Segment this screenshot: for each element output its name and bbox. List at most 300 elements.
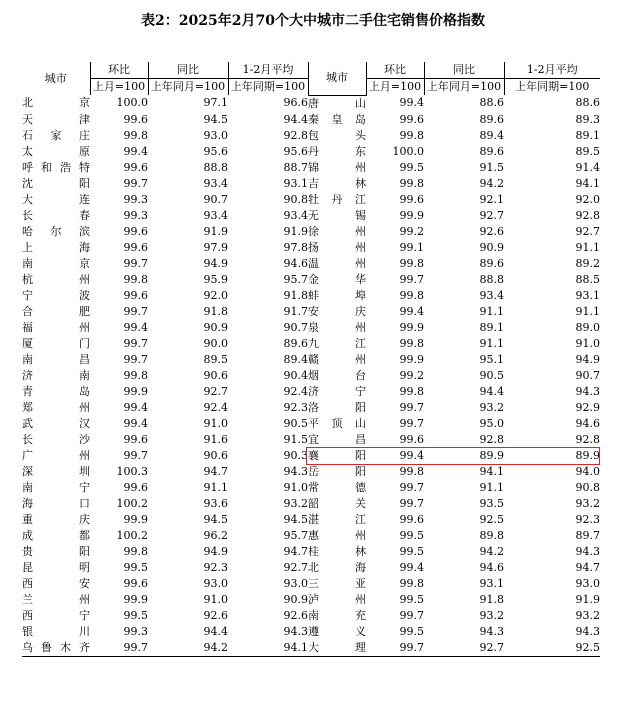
mom-value: 100.3 — [116, 464, 148, 478]
avg-value: 92.7 — [283, 560, 308, 574]
yoy-value: 93.4 — [203, 208, 228, 222]
avg-value: 93.2 — [575, 608, 600, 622]
mom-column-header-right: 环比 — [366, 62, 424, 79]
table-row — [22, 528, 600, 544]
avg-value: 94.7 — [283, 544, 308, 558]
yoy-value: 97.9 — [203, 240, 228, 254]
yoy-value: 93.5 — [479, 496, 504, 510]
yoy-value: 91.1 — [479, 304, 504, 318]
city-name: 温州 — [308, 256, 366, 270]
avg-value: 91.0 — [575, 336, 600, 350]
table-row — [22, 576, 600, 592]
avg-value: 95.7 — [283, 272, 308, 286]
table-row — [22, 224, 600, 240]
mom-value: 99.8 — [123, 544, 148, 558]
city-name: 牡丹江 — [308, 192, 366, 206]
city-name: 长沙 — [22, 432, 90, 446]
avg-value: 88.6 — [575, 96, 600, 110]
table-row — [22, 288, 600, 304]
city-name: 南充 — [308, 608, 366, 622]
avg-value: 92.3 — [283, 400, 308, 414]
city-name: 深圳 — [22, 464, 90, 478]
avg-column-header: 1-2月平均 — [228, 62, 308, 79]
avg-value: 92.8 — [283, 128, 308, 142]
table-row — [22, 544, 600, 560]
table-row — [22, 95, 600, 112]
table-row — [22, 400, 600, 416]
yoy-value: 93.4 — [203, 176, 228, 190]
mom-value: 99.8 — [399, 128, 424, 142]
city-name: 蚌埠 — [308, 288, 366, 302]
mom-value: 99.2 — [399, 224, 424, 238]
avg-value: 91.8 — [283, 288, 308, 302]
mom-value: 99.3 — [123, 208, 148, 222]
avg-value: 94.3 — [575, 624, 600, 638]
yoy-value: 91.1 — [203, 480, 228, 494]
avg-value: 92.8 — [575, 432, 600, 446]
yoy-value: 93.6 — [203, 496, 228, 510]
city-name: 桂林 — [308, 544, 366, 558]
mom-value: 99.6 — [123, 432, 148, 446]
mom-value: 99.9 — [123, 384, 148, 398]
mom-value: 99.9 — [399, 208, 424, 222]
mom-value: 99.7 — [123, 256, 148, 270]
city-name: 贵阳 — [22, 544, 90, 558]
city-column-header: 城市 — [44, 71, 67, 85]
mom-value: 99.5 — [123, 608, 148, 622]
city-name: 安庆 — [308, 304, 366, 318]
city-name: 锦州 — [308, 160, 366, 174]
city-name: 呼和浩特 — [22, 160, 90, 174]
mom-value: 99.9 — [123, 592, 148, 606]
yoy-value: 91.9 — [203, 224, 228, 238]
mom-value: 100.2 — [116, 528, 148, 542]
city-name: 南京 — [22, 256, 90, 270]
avg-value: 89.0 — [575, 320, 600, 334]
city-name: 杭州 — [22, 272, 90, 286]
avg-value: 94.3 — [283, 624, 308, 638]
mom-value: 99.5 — [123, 560, 148, 574]
mom-value: 99.6 — [399, 512, 424, 526]
mom-value: 99.6 — [123, 288, 148, 302]
city-name: 广州 — [22, 448, 90, 462]
yoy-value: 92.7 — [203, 384, 228, 398]
yoy-value: 89.8 — [479, 528, 504, 542]
yoy-value: 89.1 — [479, 320, 504, 334]
yoy-value: 95.0 — [479, 416, 504, 430]
avg-value: 91.7 — [283, 304, 308, 318]
city-name: 九江 — [308, 336, 366, 350]
table-row — [22, 352, 600, 368]
mom-value: 99.7 — [123, 352, 148, 366]
mom-value: 99.8 — [123, 128, 148, 142]
yoy-value: 91.8 — [479, 592, 504, 606]
avg-value: 91.5 — [283, 432, 308, 446]
yoy-value: 92.0 — [203, 288, 228, 302]
mom-value: 99.6 — [123, 112, 148, 126]
avg-value: 94.3 — [575, 544, 600, 558]
yoy-value: 92.6 — [203, 608, 228, 622]
yoy-value: 94.6 — [479, 560, 504, 574]
city-name: 秦皇岛 — [308, 112, 366, 126]
mom-value: 99.8 — [399, 464, 424, 478]
mom-value: 99.7 — [366, 640, 424, 657]
mom-value: 99.2 — [399, 368, 424, 382]
avg-value: 94.6 — [575, 416, 600, 430]
table-row — [22, 112, 600, 128]
city-name: 南昌 — [22, 352, 90, 366]
yoy-value: 90.0 — [203, 336, 228, 350]
avg-base-header: 上年同期=100 — [228, 79, 308, 96]
yoy-value: 94.4 — [479, 384, 504, 398]
avg-value: 89.4 — [283, 352, 308, 366]
city-name: 泉州 — [308, 320, 366, 334]
mom-value: 99.7 — [399, 272, 424, 286]
yoy-value: 94.2 — [148, 640, 228, 657]
mom-value: 99.8 — [123, 368, 148, 382]
yoy-value: 93.2 — [479, 400, 504, 414]
table-row — [22, 464, 600, 480]
table-row — [22, 640, 600, 657]
yoy-column-header: 同比 — [148, 62, 228, 79]
yoy-value: 89.9 — [479, 448, 504, 462]
avg-value: 91.9 — [575, 592, 600, 606]
avg-value: 93.0 — [575, 576, 600, 590]
avg-base-header-right: 上年同期=100 — [504, 79, 600, 96]
table-row — [22, 384, 600, 400]
yoy-base-header-right: 上年同月=100 — [424, 79, 504, 96]
avg-value: 93.1 — [283, 176, 308, 190]
avg-value: 91.1 — [575, 240, 600, 254]
mom-base-header: 上月=100 — [90, 79, 148, 96]
table-row — [22, 368, 600, 384]
yoy-value: 90.9 — [479, 240, 504, 254]
avg-value: 89.6 — [283, 336, 308, 350]
mom-value: 99.4 — [399, 560, 424, 574]
avg-value: 90.5 — [283, 416, 308, 430]
mom-value: 99.5 — [399, 528, 424, 542]
city-name: 岳阳 — [308, 464, 366, 478]
avg-value: 89.5 — [575, 144, 600, 158]
avg-value: 96.6 — [283, 96, 308, 110]
mom-value: 99.6 — [123, 224, 148, 238]
yoy-value: 93.4 — [479, 288, 504, 302]
city-name: 合肥 — [22, 304, 90, 318]
yoy-value: 92.8 — [479, 432, 504, 446]
mom-value: 99.8 — [123, 272, 148, 286]
city-name: 洛阳 — [308, 400, 366, 414]
city-name: 泸州 — [308, 592, 366, 606]
mom-value: 99.4 — [399, 304, 424, 318]
yoy-value: 94.1 — [479, 464, 504, 478]
table-row — [22, 192, 600, 208]
table-row — [22, 176, 600, 192]
yoy-value: 94.2 — [479, 176, 504, 190]
yoy-value: 91.6 — [203, 432, 228, 446]
table-row — [22, 480, 600, 496]
avg-value: 94.7 — [575, 560, 600, 574]
mom-value: 99.8 — [399, 256, 424, 270]
yoy-value: 91.0 — [203, 592, 228, 606]
table-row — [22, 416, 600, 432]
yoy-value: 93.0 — [203, 576, 228, 590]
city-name: 武汉 — [22, 416, 90, 430]
city-name: 青岛 — [22, 384, 90, 398]
city-name: 太原 — [22, 144, 90, 158]
city-name: 宁波 — [22, 288, 90, 302]
city-name: 唐山 — [308, 96, 366, 110]
avg-value: 93.2 — [575, 496, 600, 510]
avg-value: 92.4 — [283, 384, 308, 398]
table-title: 表2：2025年2月70个大中城市二手住宅销售价格指数 — [141, 13, 485, 29]
mom-value: 99.4 — [123, 416, 148, 430]
table-row — [22, 560, 600, 576]
mom-value: 99.5 — [399, 624, 424, 638]
mom-value: 99.6 — [399, 112, 424, 126]
mom-value: 99.7 — [90, 640, 148, 657]
table-row — [22, 160, 600, 176]
city-name: 石家庄 — [22, 128, 90, 142]
mom-value: 99.5 — [399, 592, 424, 606]
yoy-value: 90.7 — [203, 192, 228, 206]
mom-value: 99.9 — [399, 352, 424, 366]
yoy-value: 93.2 — [479, 608, 504, 622]
mom-value: 99.7 — [399, 496, 424, 510]
yoy-value: 89.6 — [479, 144, 504, 158]
yoy-base-header: 上年同月=100 — [148, 79, 228, 96]
city-name: 昆明 — [22, 560, 90, 574]
table-row — [22, 448, 600, 464]
yoy-value: 94.5 — [203, 112, 228, 126]
mom-column-header: 环比 — [90, 62, 148, 79]
table-row — [22, 496, 600, 512]
city-name: 包头 — [308, 128, 366, 142]
mom-value: 99.7 — [399, 480, 424, 494]
city-name: 赣州 — [308, 352, 366, 366]
mom-value: 99.7 — [123, 176, 148, 190]
avg-value: 91.9 — [283, 224, 308, 238]
yoy-value: 91.1 — [479, 336, 504, 350]
yoy-value: 94.4 — [203, 624, 228, 638]
mom-value: 99.5 — [399, 160, 424, 174]
avg-value: 89.7 — [575, 528, 600, 542]
yoy-value: 91.5 — [479, 160, 504, 174]
mom-value: 99.6 — [123, 240, 148, 254]
avg-value: 93.0 — [283, 576, 308, 590]
city-name: 三亚 — [308, 576, 366, 590]
mom-value: 99.8 — [399, 176, 424, 190]
avg-value: 90.3 — [283, 448, 308, 462]
city-name: 吉林 — [308, 176, 366, 190]
yoy-value: 94.9 — [203, 256, 228, 270]
mom-value: 99.6 — [399, 192, 424, 206]
city-column-header-right: 城市 — [308, 62, 366, 95]
avg-value: 94.0 — [575, 464, 600, 478]
mom-value: 99.4 — [123, 144, 148, 158]
mom-value: 99.7 — [123, 448, 148, 462]
avg-value: 92.5 — [504, 640, 600, 657]
mom-value: 99.8 — [399, 336, 424, 350]
mom-value: 99.6 — [123, 576, 148, 590]
city-name: 乌鲁木齐 — [22, 640, 90, 657]
city-name: 平顶山 — [308, 416, 366, 430]
avg-column-header-right: 1-2月平均 — [504, 62, 600, 79]
avg-value: 89.1 — [575, 128, 600, 142]
yoy-value: 92.3 — [203, 560, 228, 574]
yoy-value: 92.4 — [203, 400, 228, 414]
yoy-value: 95.6 — [203, 144, 228, 158]
yoy-value: 94.2 — [479, 544, 504, 558]
avg-value: 90.7 — [283, 320, 308, 334]
avg-value: 94.1 — [575, 176, 600, 190]
avg-value: 94.3 — [575, 384, 600, 398]
table-row — [22, 512, 600, 528]
city-name: 襄阳 — [308, 448, 366, 462]
mom-value: 100.0 — [392, 144, 424, 158]
avg-value: 90.4 — [283, 368, 308, 382]
yoy-value: 90.5 — [479, 368, 504, 382]
mom-value: 99.8 — [399, 288, 424, 302]
city-name: 徐州 — [308, 224, 366, 238]
avg-value: 89.2 — [575, 256, 600, 270]
city-name: 无锡 — [308, 208, 366, 222]
city-name: 厦门 — [22, 336, 90, 350]
avg-value: 92.9 — [575, 400, 600, 414]
city-name: 金华 — [308, 272, 366, 286]
city-name: 沈阳 — [22, 176, 90, 190]
mom-value: 99.3 — [123, 624, 148, 638]
yoy-value: 89.6 — [479, 256, 504, 270]
mom-value: 99.3 — [123, 192, 148, 206]
city-name: 丹东 — [308, 144, 366, 158]
price-index-table — [22, 62, 600, 657]
city-name: 扬州 — [308, 240, 366, 254]
city-name: 海口 — [22, 496, 90, 510]
table-row — [22, 256, 600, 272]
city-name: 哈尔滨 — [22, 224, 90, 238]
city-name: 烟台 — [308, 368, 366, 382]
city-name: 天津 — [22, 112, 90, 126]
yoy-value: 96.2 — [203, 528, 228, 542]
table-row — [22, 144, 600, 160]
avg-value: 90.9 — [283, 592, 308, 606]
mom-value: 99.4 — [399, 448, 424, 462]
city-name: 大连 — [22, 192, 90, 206]
city-name: 南宁 — [22, 480, 90, 494]
table-row — [22, 432, 600, 448]
yoy-value: 95.1 — [479, 352, 504, 366]
city-name: 重庆 — [22, 512, 90, 526]
city-name: 西宁 — [22, 608, 90, 622]
yoy-value: 95.9 — [203, 272, 228, 286]
city-name: 上海 — [22, 240, 90, 254]
mom-value: 99.8 — [399, 384, 424, 398]
avg-value: 88.5 — [575, 272, 600, 286]
avg-value: 91.4 — [575, 160, 600, 174]
yoy-value: 89.4 — [479, 128, 504, 142]
yoy-value: 88.8 — [203, 160, 228, 174]
city-name: 济宁 — [308, 384, 366, 398]
table-row — [22, 272, 600, 288]
mom-value: 99.4 — [123, 320, 148, 334]
yoy-value: 92.7 — [479, 208, 504, 222]
city-name: 郑州 — [22, 400, 90, 414]
avg-value: 94.1 — [228, 640, 308, 657]
table-row — [22, 592, 600, 608]
mom-value: 100.0 — [116, 96, 148, 110]
avg-value: 94.5 — [283, 512, 308, 526]
avg-value: 92.0 — [575, 192, 600, 206]
yoy-column-header-right: 同比 — [424, 62, 504, 79]
table-row — [22, 304, 600, 320]
avg-value: 93.1 — [575, 288, 600, 302]
city-name: 韶关 — [308, 496, 366, 510]
avg-value: 88.7 — [283, 160, 308, 174]
mom-base-header-right: 上月=100 — [366, 79, 424, 96]
city-name: 福州 — [22, 320, 90, 334]
mom-value: 99.8 — [399, 576, 424, 590]
table-row — [22, 208, 600, 224]
avg-value: 94.9 — [575, 352, 600, 366]
yoy-value: 94.3 — [479, 624, 504, 638]
yoy-value: 92.5 — [479, 512, 504, 526]
yoy-value: 92.1 — [479, 192, 504, 206]
avg-value: 94.3 — [283, 464, 308, 478]
table-row — [22, 608, 600, 624]
table-row — [22, 320, 600, 336]
mom-value: 99.1 — [399, 240, 424, 254]
avg-value: 92.3 — [575, 512, 600, 526]
avg-value: 90.8 — [575, 480, 600, 494]
avg-value: 91.1 — [575, 304, 600, 318]
city-name: 长春 — [22, 208, 90, 222]
avg-value: 92.8 — [575, 208, 600, 222]
mom-value: 99.4 — [399, 96, 424, 110]
avg-value: 91.0 — [283, 480, 308, 494]
city-name: 银川 — [22, 624, 90, 638]
yoy-value: 91.8 — [203, 304, 228, 318]
table-row — [22, 336, 600, 352]
mom-value: 99.7 — [123, 304, 148, 318]
mom-value: 99.4 — [123, 400, 148, 414]
avg-value: 94.6 — [283, 256, 308, 270]
mom-value: 99.7 — [123, 336, 148, 350]
city-name: 济南 — [22, 368, 90, 382]
city-name: 湛江 — [308, 512, 366, 526]
city-name: 宜昌 — [308, 432, 366, 446]
city-name: 遵义 — [308, 624, 366, 638]
mom-value: 99.9 — [123, 512, 148, 526]
avg-value: 89.9 — [575, 448, 600, 462]
mom-value: 99.7 — [399, 400, 424, 414]
avg-value: 95.6 — [283, 144, 308, 158]
table-body — [22, 95, 600, 656]
mom-value: 99.7 — [399, 608, 424, 622]
yoy-value: 91.0 — [203, 416, 228, 430]
table-row — [22, 128, 600, 144]
city-name: 惠州 — [308, 528, 366, 542]
avg-value: 94.4 — [283, 112, 308, 126]
mom-value: 99.6 — [123, 160, 148, 174]
city-name: 成都 — [22, 528, 90, 542]
yoy-value: 92.7 — [424, 640, 504, 657]
mom-value: 99.6 — [399, 432, 424, 446]
yoy-value: 93.0 — [203, 128, 228, 142]
yoy-value: 92.6 — [479, 224, 504, 238]
city-name: 常德 — [308, 480, 366, 494]
yoy-value: 93.1 — [479, 576, 504, 590]
mom-value: 99.9 — [399, 320, 424, 334]
